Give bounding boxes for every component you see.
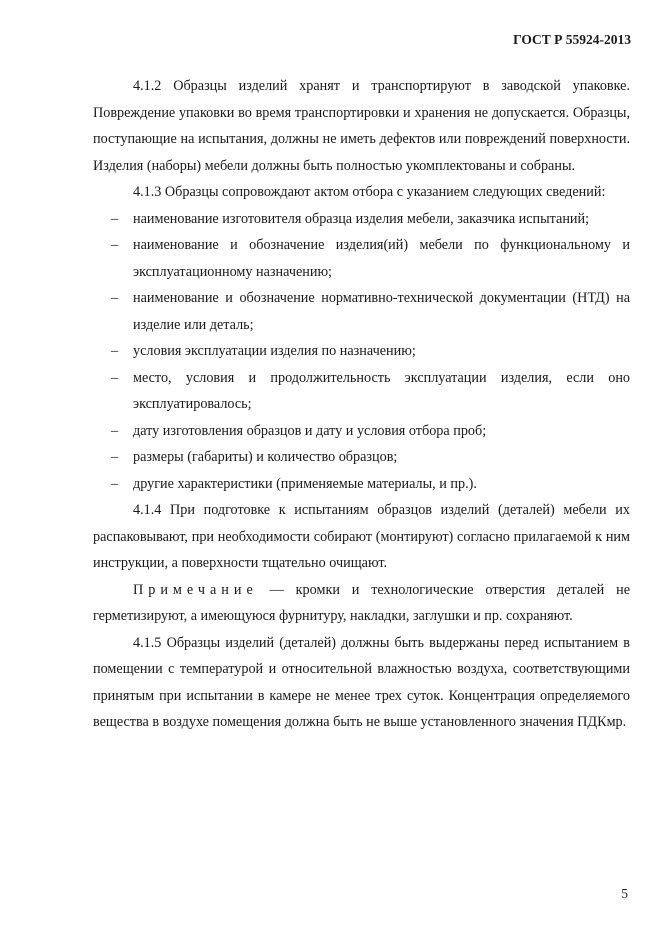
list-item	[93, 418, 630, 445]
list-item-text: другие характеристики (применяемые материалы, и пр.).	[133, 475, 477, 492]
paragraph-4-1-2: 4.1.2 Образцы изделий хранят и транспортируют в заводской упаковке. Повреждение упаковки во время транспортировки и хранения не допускается. Образцы, поступающие на испытания, должны не иметь дефектов или повреждений поверхности. Изделия (наборы) мебели должны быть полностью укомплектованы и собраны.	[93, 78, 630, 174]
paragraph-4-1-4: 4.1.4 При подготовке к испытаниям образцов изделий (деталей) мебели их распаковывают, при необходимости собирают (монтируют) согласно прилагаемой к ним инструкции, а поверхности тщательно очищают.	[93, 502, 630, 571]
list-item-text: дату изготовления образцов и дату и условия отбора проб;	[133, 422, 487, 439]
note-paragraph	[93, 577, 630, 630]
paragraph-4-1-3: 4.1.3 Образцы сопровождают актом отбора с указанием следующих сведений:	[133, 184, 606, 200]
list-dash: –	[111, 369, 119, 386]
document-standard-code: ГОСТ Р 55924-2013	[513, 32, 631, 47]
list-dash: –	[111, 475, 119, 492]
paragraph-4-1-5: 4.1.5 Образцы изделий (деталей) должны быть выдержаны перед испытанием в помещении с температурой и относительной влажностью воздуха, соответствующими принятым при испытании в камере не менее трех суток. Концентрация определяемого вещества в воздухе помещения должна быть не выше установленного значения ПДКмр.	[93, 634, 630, 730]
list-item-text: место, условия и продолжительность эксплуатации изделия, если оно эксплуатировалось;	[133, 369, 630, 412]
list-item	[93, 285, 630, 338]
list-item-text: размеры (габариты) и количество образцов;	[133, 449, 398, 465]
list-item	[93, 338, 630, 365]
note-label: Примечание	[133, 581, 258, 598]
list-item	[93, 471, 630, 498]
list-item	[93, 365, 630, 418]
list-dash: –	[111, 422, 119, 439]
list-item	[93, 206, 630, 233]
list-dash: –	[111, 210, 119, 227]
list-item	[93, 444, 630, 471]
note-text: — кромки и технологические отверстия деталей не герметизируют, а имеющуюся фурнитуру, накладки, заглушки и пр. сохраняют.	[93, 581, 630, 624]
list-item-text: наименование изготовителя образца изделия мебели, заказчика испытаний;	[133, 210, 590, 227]
list-item-text: наименование и обозначение нормативно-технической документации (НТД) на изделие или деталь;	[133, 290, 630, 333]
document-body	[93, 73, 630, 736]
sample-info-list	[93, 206, 630, 498]
list-item-text: наименование и обозначение изделия(ий) мебели по функциональному и эксплуатационному назначению;	[133, 237, 630, 280]
list-dash: –	[111, 290, 119, 306]
list-dash: –	[111, 343, 119, 359]
page-number: 5	[621, 886, 628, 901]
list-dash: –	[111, 237, 119, 253]
list-dash: –	[111, 449, 119, 465]
list-item	[93, 232, 630, 285]
list-item-text: условия эксплуатации изделия по назначению;	[133, 343, 416, 359]
